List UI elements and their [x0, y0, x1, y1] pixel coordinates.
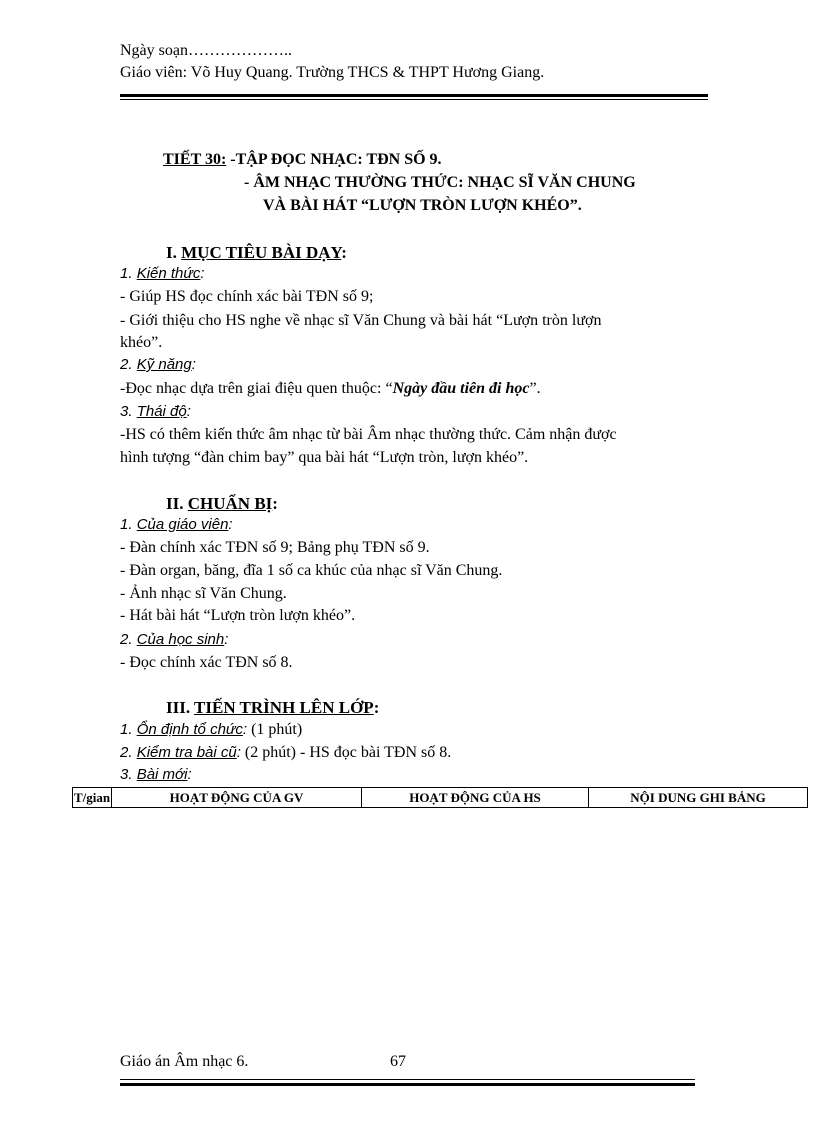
step-2	[120, 744, 451, 762]
col-header-student-activity: HOẠT ĐỘNG CỦA HS	[362, 788, 589, 808]
lesson-line-2: - ÂM NHẠC THƯỜNG THỨC: NHẠC SĨ VĂN CHUNG	[244, 174, 636, 191]
step-3-num: 3.	[120, 766, 137, 783]
knowledge-heading	[120, 265, 205, 282]
col-header-time: T/gian	[73, 788, 112, 808]
lesson-plan-table	[72, 787, 808, 808]
student-prep-item: - Đọc chính xác TĐN số 8.	[120, 654, 293, 671]
student-prep-heading	[120, 631, 228, 648]
attitude-item: -HS có thêm kiến thức âm nhạc từ bài Âm nhạc thường thức. Cảm nhận được	[120, 426, 617, 443]
knowledge-label: Kiến thức	[136, 265, 201, 282]
step-1-colon: :	[242, 721, 248, 738]
attitude-label: Thái độ	[136, 403, 187, 420]
col-header-teacher-activity: HOẠT ĐỘNG CỦA GV	[112, 788, 362, 808]
knowledge-colon: :	[200, 265, 205, 282]
header-rule-thin	[120, 99, 708, 100]
section-1-title	[166, 243, 347, 263]
date-line: Ngày soạn………………..	[120, 42, 292, 59]
step-2-label: Kiểm tra bài cũ	[136, 744, 237, 761]
step-1-num: 1.	[120, 721, 137, 738]
section-1-title-text: MỤC TIÊU BÀI DẠY	[181, 243, 342, 262]
footer-rule-thin	[120, 1079, 695, 1080]
student-prep-colon: :	[224, 631, 229, 648]
teacher-prep-heading	[120, 516, 233, 533]
teacher-prep-item: - Đàn chính xác TĐN số 9; Bảng phụ TĐN số 9.	[120, 539, 430, 556]
step-3-colon: :	[187, 766, 192, 783]
teacher-prep-item: - Hát bài hát “Lượn tròn lượn khéo”.	[120, 607, 356, 624]
section-3-title	[166, 698, 379, 718]
teacher-prep-label: Của giáo viên	[136, 516, 229, 533]
section-3-colon: :	[373, 698, 380, 717]
section-2-colon: :	[272, 494, 278, 513]
col-header-board-content: NỘI DUNG GHI BẢNG	[589, 788, 808, 808]
teacher-line: Giáo viên: Võ Huy Quang. Trường THCS & THPT Hương Giang.	[120, 64, 545, 81]
section-1-colon: :	[341, 243, 347, 262]
lesson-label: TIẾT 30:	[163, 151, 227, 168]
skills-colon: :	[191, 356, 196, 373]
attitude-num: 3.	[120, 403, 137, 420]
step-2-colon: :	[236, 744, 241, 761]
table-header-row	[73, 788, 808, 808]
step-1-label: Ổn định tổ chức	[136, 721, 243, 738]
lesson-line-3: VÀ BÀI HÁT “LƯỢN TRÒN LƯỢN KHÉO”.	[263, 197, 582, 214]
step-1	[120, 721, 302, 739]
teacher-prep-num: 1.	[120, 516, 137, 533]
attitude-item: hình tượng “đàn chim bay” qua bài hát “Lượn tròn, lượn khéo”.	[120, 449, 529, 466]
skills-label: Kỹ năng	[136, 356, 192, 373]
knowledge-item: - Giới thiệu cho HS nghe về nhạc sĩ Văn Chung và bài hát “Lượn tròn lượn	[120, 312, 602, 329]
header-rule-thick	[120, 94, 708, 97]
section-2-number: II.	[166, 494, 188, 513]
step-1-detail: (1 phút)	[247, 721, 303, 738]
section-2-title	[166, 494, 278, 514]
section-2-title-text: CHUẨN BỊ	[187, 494, 273, 513]
skills-song: Ngày đầu tiên đi học	[392, 380, 530, 397]
step-3	[120, 766, 192, 784]
step-3-label: Bài mới	[136, 766, 188, 783]
section-1-number: I.	[166, 243, 182, 262]
step-2-num: 2.	[120, 744, 137, 761]
knowledge-item: - Giúp HS đọc chính xác bài TĐN số 9;	[120, 288, 374, 305]
skills-num: 2.	[120, 356, 137, 373]
teacher-prep-item: - Đàn organ, băng, đĩa 1 số ca khúc của nhạc sĩ Văn Chung.	[120, 562, 503, 579]
page-number: 67	[390, 1053, 406, 1070]
student-prep-label: Của học sinh	[136, 631, 225, 648]
lesson-heading	[163, 151, 442, 169]
teacher-prep-colon: :	[228, 516, 233, 533]
section-3-number: III.	[166, 698, 195, 717]
skills-heading	[120, 356, 196, 373]
attitude-heading	[120, 403, 191, 420]
step-2-detail: (2 phút) - HS đọc bài TĐN số 8.	[240, 744, 452, 761]
footer-rule-thick	[120, 1083, 695, 1086]
attitude-colon: :	[186, 403, 191, 420]
student-prep-num: 2.	[120, 631, 137, 648]
skills-item	[120, 380, 541, 398]
skills-suffix: ”.	[529, 380, 541, 397]
teacher-prep-item: - Ảnh nhạc sĩ Văn Chung.	[120, 585, 287, 602]
skills-prefix: -Đọc nhạc dựa trên giai điệu quen thuộc: “	[120, 380, 393, 397]
knowledge-num: 1.	[120, 265, 137, 282]
footer-title: Giáo án Âm nhạc 6.	[120, 1053, 249, 1070]
section-3-title-text: TIẾN TRÌNH LÊN LỚP	[194, 698, 374, 717]
lesson-line-1: -TẬP ĐỌC NHẠC: TĐN SỐ 9.	[230, 151, 442, 168]
knowledge-item: khéo”.	[120, 334, 163, 351]
